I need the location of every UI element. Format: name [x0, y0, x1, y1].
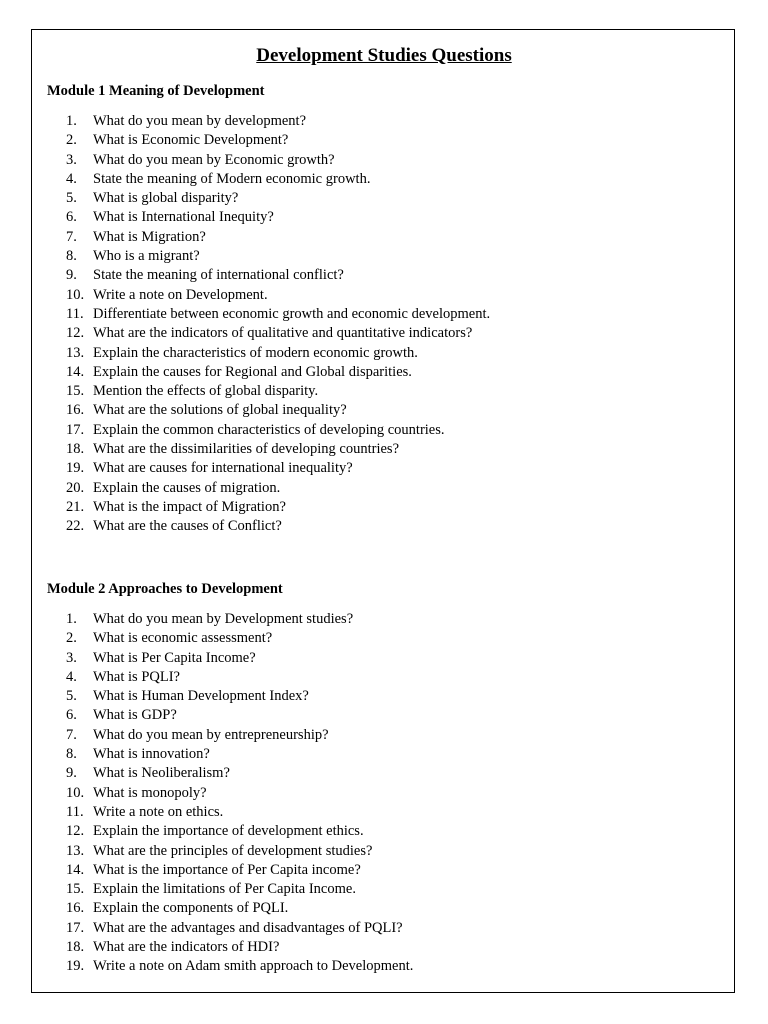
question-text: Who is a migrant? [93, 248, 200, 265]
question-number: 14. [66, 861, 85, 878]
question-number: 3. [66, 151, 77, 168]
question-text: What do you mean by entrepreneurship? [93, 726, 329, 743]
question-number: 16. [66, 402, 85, 419]
question-number: 1. [66, 611, 77, 627]
question-text: Write a note on ethics. [93, 803, 224, 820]
question-text: Explain the characteristics of modern economic growth. [93, 344, 418, 361]
question-number: 15. [66, 881, 85, 898]
question-text: What is Economic Development? [93, 132, 289, 149]
question-text: Explain the importance of development ethics. [93, 823, 364, 840]
question-number: 5. [66, 688, 77, 705]
question-text: What is Human Development Index? [93, 688, 309, 705]
question-number: 1. [66, 113, 77, 129]
question-text: Explain the causes of migration. [93, 479, 281, 496]
question-text: What do you mean by development? [93, 113, 307, 129]
question-number: 12. [66, 823, 85, 840]
question-number: 8. [66, 746, 77, 763]
question-text: State the meaning of Modern economic growth. [93, 170, 371, 187]
question-text: Explain the causes for Regional and Global disparities. [93, 363, 412, 380]
question-number: 18. [66, 441, 85, 458]
question-text: What is GDP? [93, 707, 177, 724]
question-text: What are the dissimilarities of developing countries? [93, 441, 400, 458]
question-number: 13. [66, 344, 85, 361]
question-text: What is International Inequity? [93, 209, 274, 226]
question-number: 6. [66, 209, 77, 226]
question-text: What is the impact of Migration? [93, 498, 286, 515]
question-text: Explain the components of PQLI. [93, 900, 289, 917]
question-text: What do you mean by Development studies? [93, 611, 354, 627]
question-text: Write a note on Adam smith approach to Development. [93, 958, 414, 975]
question-text: Explain the limitations of Per Capita Income. [93, 881, 356, 898]
question-number: 7. [66, 228, 77, 245]
question-text: Mention the effects of global disparity. [93, 383, 319, 400]
question-number: 2. [66, 630, 77, 647]
question-text: What are the principles of development studies? [93, 842, 373, 859]
question-number: 10. [66, 784, 85, 801]
question-number: 7. [66, 726, 77, 743]
question-number: 8. [66, 248, 77, 265]
module-1-heading: Module 1 Meaning of Development [47, 83, 265, 99]
question-text: What is PQLI? [93, 668, 180, 685]
question-text: What are the causes of Conflict? [93, 518, 282, 535]
question-number: 5. [66, 190, 77, 207]
question-number: 3. [66, 649, 77, 666]
question-text: Differentiate between economic growth and economic development. [93, 305, 491, 322]
document-title: Development Studies Questions [256, 45, 512, 66]
question-text: What is the importance of Per Capita income? [93, 861, 361, 878]
question-number: 4. [66, 170, 77, 187]
module-2-heading: Module 2 Approaches to Development [47, 581, 283, 597]
question-number: 10. [66, 286, 85, 303]
question-text: What is Migration? [93, 228, 206, 245]
question-number: 12. [66, 325, 85, 342]
question-number: 21. [66, 498, 85, 515]
question-text: What is innovation? [93, 746, 210, 763]
question-number: 9. [66, 267, 77, 284]
question-number: 19. [66, 460, 85, 477]
question-number: 15. [66, 383, 85, 400]
question-number: 13. [66, 842, 85, 859]
question-number: 19. [66, 958, 85, 975]
question-number: 11. [66, 305, 84, 322]
question-text: Write a note on Development. [93, 286, 268, 303]
question-number: 17. [66, 421, 85, 438]
question-text: What is monopoly? [93, 784, 207, 801]
question-text: What are the indicators of HDI? [93, 939, 280, 956]
question-number: 18. [66, 939, 85, 956]
question-text: What is Per Capita Income? [93, 649, 256, 666]
question-number: 2. [66, 132, 77, 149]
question-text: Explain the common characteristics of developing countries. [93, 421, 445, 438]
question-number: 16. [66, 900, 85, 917]
question-number: 22. [66, 518, 85, 535]
question-text: What do you mean by Economic growth? [93, 151, 335, 168]
question-text: What is Neoliberalism? [93, 765, 230, 782]
question-number: 17. [66, 919, 85, 936]
question-text: What is global disparity? [93, 190, 239, 207]
question-text: What are the solutions of global inequality? [93, 402, 347, 419]
question-number: 4. [66, 668, 77, 685]
question-number: 9. [66, 765, 77, 782]
question-text: What are causes for international inequality? [93, 460, 353, 477]
question-number: 20. [66, 479, 85, 496]
question-text: State the meaning of international conflict? [93, 267, 344, 284]
question-text: What is economic assessment? [93, 630, 273, 647]
question-number: 14. [66, 363, 85, 380]
question-number: 11. [66, 803, 84, 820]
question-number: 6. [66, 707, 77, 724]
question-text: What are the advantages and disadvantages of PQLI? [93, 919, 403, 936]
question-text: What are the indicators of qualitative and quantitative indicators? [93, 325, 473, 342]
